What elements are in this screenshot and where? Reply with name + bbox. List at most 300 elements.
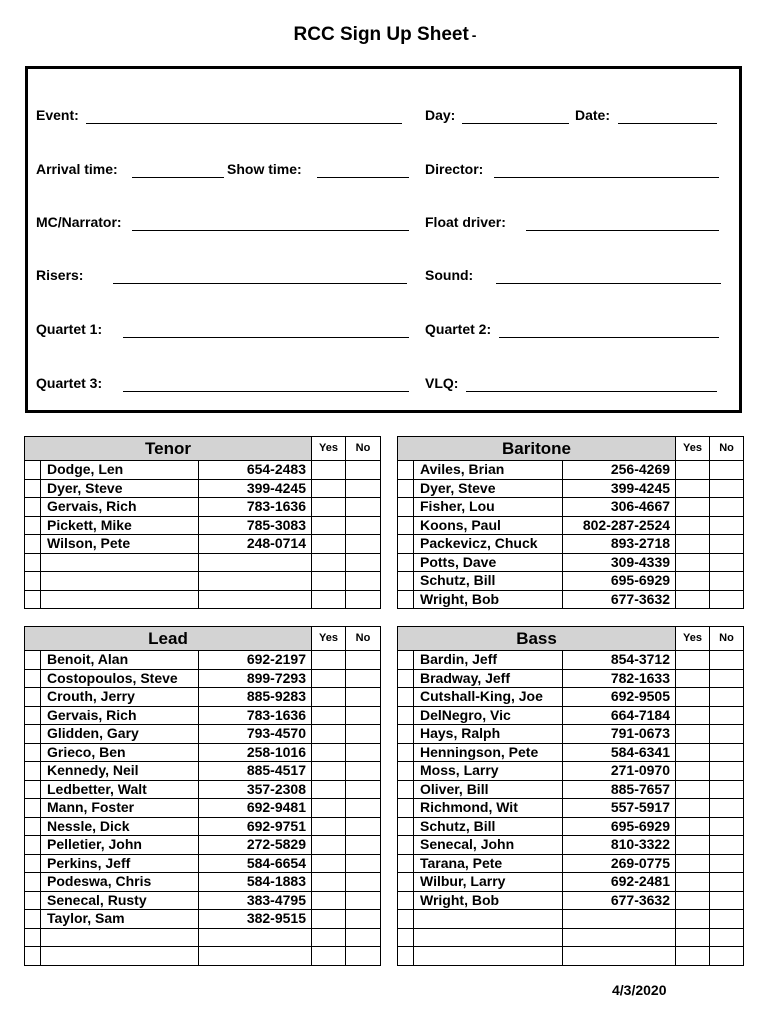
- row-marker-cell: [25, 854, 41, 873]
- member-name: Senecal, John: [414, 836, 563, 855]
- row-marker-cell: [25, 799, 41, 818]
- row-marker-cell: [25, 762, 41, 781]
- no-checkbox-cell[interactable]: [346, 590, 381, 609]
- no-checkbox-cell[interactable]: [710, 873, 744, 892]
- table-row: [25, 910, 381, 929]
- table-row: [25, 461, 381, 480]
- member-phone: 399-4245: [199, 479, 312, 498]
- event-details-form: [25, 66, 742, 413]
- no-checkbox-cell[interactable]: [710, 762, 744, 781]
- yes-checkbox-cell[interactable]: [676, 669, 710, 688]
- no-checkbox-cell[interactable]: [346, 891, 381, 910]
- no-checkbox-cell[interactable]: [710, 553, 744, 572]
- day-label: Day:: [425, 107, 456, 123]
- yes-checkbox-cell[interactable]: [312, 910, 346, 929]
- member-phone: 854-3712: [563, 651, 676, 670]
- member-phone: 785-3083: [199, 516, 312, 535]
- quartet-2-field[interactable]: [499, 337, 719, 338]
- no-checkbox-cell[interactable]: [346, 910, 381, 929]
- table-row: [398, 854, 744, 873]
- table-row: [398, 873, 744, 892]
- director-label: Director:: [425, 161, 484, 177]
- member-name: Dodge, Len: [41, 461, 199, 480]
- member-name: Hays, Ralph: [414, 725, 563, 744]
- no-checkbox-cell[interactable]: [346, 947, 381, 966]
- no-checkbox-cell[interactable]: [710, 780, 744, 799]
- member-name: Senecal, Rusty: [41, 891, 199, 910]
- member-phone: 782-1633: [563, 669, 676, 688]
- table-row: [25, 651, 381, 670]
- member-phone: [563, 910, 676, 929]
- row-marker-cell: [398, 688, 414, 707]
- no-checkbox-cell[interactable]: [346, 854, 381, 873]
- member-phone: [199, 590, 312, 609]
- member-phone: [199, 572, 312, 591]
- member-name: Henningson, Pete: [414, 743, 563, 762]
- member-phone: 256-4269: [563, 461, 676, 480]
- title-suffix: -: [471, 27, 477, 43]
- lead-header-row: [25, 627, 381, 651]
- no-checkbox-cell[interactable]: [346, 799, 381, 818]
- member-name: [414, 928, 563, 947]
- member-name: Gervais, Rich: [41, 498, 199, 517]
- no-column-header: No: [710, 437, 744, 461]
- row-marker-cell: [398, 553, 414, 572]
- no-checkbox-cell[interactable]: [710, 725, 744, 744]
- quartet-2-label: Quartet 2:: [425, 321, 492, 337]
- member-name: Perkins, Jeff: [41, 854, 199, 873]
- no-checkbox-cell[interactable]: [710, 669, 744, 688]
- table-row: [25, 516, 381, 535]
- row-marker-cell: [25, 535, 41, 554]
- member-name: Ledbetter, Walt: [41, 780, 199, 799]
- member-phone: 783-1636: [199, 498, 312, 517]
- yes-checkbox-cell[interactable]: [312, 535, 346, 554]
- member-name: Packevicz, Chuck: [414, 535, 563, 554]
- no-checkbox-cell[interactable]: [710, 651, 744, 670]
- yes-checkbox-cell[interactable]: [676, 706, 710, 725]
- row-marker-cell: [25, 928, 41, 947]
- member-phone: 802-287-2524: [563, 516, 676, 535]
- table-row: [25, 836, 381, 855]
- yes-checkbox-cell[interactable]: [676, 799, 710, 818]
- table-row: [25, 780, 381, 799]
- member-phone: [563, 928, 676, 947]
- member-name: [41, 928, 199, 947]
- no-checkbox-cell[interactable]: [346, 706, 381, 725]
- member-phone: 584-6341: [563, 743, 676, 762]
- yes-checkbox-cell[interactable]: [312, 854, 346, 873]
- table-row: [398, 461, 744, 480]
- member-name: Fisher, Lou: [414, 498, 563, 517]
- member-name: Wilson, Pete: [41, 535, 199, 554]
- no-checkbox-cell[interactable]: [710, 479, 744, 498]
- tenor-section-title: Tenor: [25, 437, 312, 461]
- yes-checkbox-cell[interactable]: [312, 817, 346, 836]
- yes-checkbox-cell[interactable]: [312, 947, 346, 966]
- yes-column-header: Yes: [312, 627, 346, 651]
- member-name: Benoit, Alan: [41, 651, 199, 670]
- row-marker-cell: [398, 461, 414, 480]
- no-checkbox-cell[interactable]: [710, 836, 744, 855]
- no-checkbox-cell[interactable]: [710, 891, 744, 910]
- row-marker-cell: [25, 836, 41, 855]
- row-marker-cell: [398, 706, 414, 725]
- table-row: [25, 817, 381, 836]
- yes-checkbox-cell[interactable]: [676, 461, 710, 480]
- no-checkbox-cell[interactable]: [346, 479, 381, 498]
- yes-checkbox-cell[interactable]: [312, 651, 346, 670]
- no-checkbox-cell[interactable]: [710, 854, 744, 873]
- yes-checkbox-cell[interactable]: [676, 516, 710, 535]
- bass-header-row: [398, 627, 744, 651]
- event-field[interactable]: [86, 123, 402, 124]
- table-row: [398, 553, 744, 572]
- table-row: [25, 743, 381, 762]
- member-phone: 306-4667: [563, 498, 676, 517]
- yes-checkbox-cell[interactable]: [312, 706, 346, 725]
- yes-checkbox-cell[interactable]: [676, 780, 710, 799]
- member-phone: 584-6654: [199, 854, 312, 873]
- no-checkbox-cell[interactable]: [346, 651, 381, 670]
- row-marker-cell: [398, 572, 414, 591]
- member-name: [41, 590, 199, 609]
- table-row: [25, 553, 381, 572]
- table-row: [398, 498, 744, 517]
- table-row: [25, 947, 381, 966]
- table-row: [398, 651, 744, 670]
- yes-checkbox-cell[interactable]: [312, 688, 346, 707]
- no-checkbox-cell[interactable]: [346, 688, 381, 707]
- tenor-table: [24, 436, 381, 609]
- quartet-1-field[interactable]: [123, 337, 409, 338]
- yes-checkbox-cell[interactable]: [676, 651, 710, 670]
- no-checkbox-cell[interactable]: [710, 590, 744, 609]
- yes-checkbox-cell[interactable]: [312, 836, 346, 855]
- yes-checkbox-cell[interactable]: [312, 572, 346, 591]
- row-marker-cell: [25, 479, 41, 498]
- table-row: [398, 836, 744, 855]
- member-phone: 272-5829: [199, 836, 312, 855]
- row-marker-cell: [398, 762, 414, 781]
- member-name: Schutz, Bill: [414, 572, 563, 591]
- yes-checkbox-cell[interactable]: [676, 743, 710, 762]
- yes-checkbox-cell[interactable]: [676, 553, 710, 572]
- yes-checkbox-cell[interactable]: [312, 762, 346, 781]
- risers-label: Risers:: [36, 267, 84, 283]
- yes-column-header: Yes: [676, 627, 710, 651]
- arrival-time-label: Arrival time:: [36, 161, 118, 177]
- show-time-field[interactable]: [317, 177, 409, 178]
- table-row: [398, 762, 744, 781]
- table-row: [398, 688, 744, 707]
- row-marker-cell: [25, 669, 41, 688]
- table-row: [398, 572, 744, 591]
- baritone-header-row: [398, 437, 744, 461]
- member-phone: 692-2481: [563, 873, 676, 892]
- table-row: [398, 780, 744, 799]
- member-name: Koons, Paul: [414, 516, 563, 535]
- no-checkbox-cell[interactable]: [710, 461, 744, 480]
- row-marker-cell: [25, 743, 41, 762]
- row-marker-cell: [398, 498, 414, 517]
- member-phone: 309-4339: [563, 553, 676, 572]
- member-name: Bradway, Jeff: [414, 669, 563, 688]
- table-row: [398, 706, 744, 725]
- member-phone: 810-3322: [563, 836, 676, 855]
- member-name: Costopoulos, Steve: [41, 669, 199, 688]
- row-marker-cell: [25, 873, 41, 892]
- member-name: Wilbur, Larry: [414, 873, 563, 892]
- no-checkbox-cell[interactable]: [346, 780, 381, 799]
- member-phone: 557-5917: [563, 799, 676, 818]
- row-marker-cell: [398, 651, 414, 670]
- member-name: Potts, Dave: [414, 553, 563, 572]
- table-row: [398, 928, 744, 947]
- no-checkbox-cell[interactable]: [346, 725, 381, 744]
- no-checkbox-cell[interactable]: [710, 688, 744, 707]
- member-phone: 783-1636: [199, 706, 312, 725]
- member-phone: 664-7184: [563, 706, 676, 725]
- yes-checkbox-cell[interactable]: [312, 590, 346, 609]
- yes-checkbox-cell[interactable]: [676, 836, 710, 855]
- yes-checkbox-cell[interactable]: [312, 725, 346, 744]
- member-phone: 692-2197: [199, 651, 312, 670]
- table-row: [398, 725, 744, 744]
- table-row: [398, 479, 744, 498]
- no-checkbox-cell[interactable]: [346, 817, 381, 836]
- yes-checkbox-cell[interactable]: [312, 928, 346, 947]
- member-phone: [199, 947, 312, 966]
- event-label: Event:: [36, 107, 79, 123]
- yes-checkbox-cell[interactable]: [312, 799, 346, 818]
- no-checkbox-cell[interactable]: [346, 516, 381, 535]
- yes-checkbox-cell[interactable]: [676, 498, 710, 517]
- member-name: [414, 910, 563, 929]
- member-phone: 258-1016: [199, 743, 312, 762]
- row-marker-cell: [398, 836, 414, 855]
- table-row: [398, 743, 744, 762]
- row-marker-cell: [25, 780, 41, 799]
- table-row: [25, 854, 381, 873]
- member-phone: 695-6929: [563, 572, 676, 591]
- no-checkbox-cell[interactable]: [346, 572, 381, 591]
- yes-checkbox-cell[interactable]: [676, 590, 710, 609]
- footer-date: 4/3/2020: [612, 982, 667, 998]
- yes-column-header: Yes: [312, 437, 346, 461]
- baritone-section-title: Baritone: [398, 437, 676, 461]
- no-checkbox-cell[interactable]: [710, 928, 744, 947]
- no-checkbox-cell[interactable]: [346, 762, 381, 781]
- table-row: [398, 590, 744, 609]
- no-checkbox-cell[interactable]: [710, 947, 744, 966]
- no-column-header: No: [346, 437, 381, 461]
- no-checkbox-cell[interactable]: [710, 516, 744, 535]
- quartet-3-field[interactable]: [123, 391, 409, 392]
- yes-checkbox-cell[interactable]: [312, 743, 346, 762]
- sound-label: Sound:: [425, 267, 474, 283]
- table-row: [25, 762, 381, 781]
- date-field[interactable]: [618, 123, 717, 124]
- member-name: [41, 572, 199, 591]
- no-checkbox-cell[interactable]: [346, 836, 381, 855]
- member-phone: 885-4517: [199, 762, 312, 781]
- show-time-label: Show time:: [227, 161, 302, 177]
- member-name: Richmond, Wit: [414, 799, 563, 818]
- member-name: Glidden, Gary: [41, 725, 199, 744]
- bass-section-title: Bass: [398, 627, 676, 651]
- yes-checkbox-cell[interactable]: [676, 873, 710, 892]
- row-marker-cell: [398, 535, 414, 554]
- sound-field[interactable]: [496, 283, 721, 284]
- no-checkbox-cell[interactable]: [346, 498, 381, 517]
- yes-checkbox-cell[interactable]: [312, 780, 346, 799]
- row-marker-cell: [25, 651, 41, 670]
- vlq-label: VLQ:: [425, 375, 459, 391]
- member-phone: 692-9505: [563, 688, 676, 707]
- no-checkbox-cell[interactable]: [710, 706, 744, 725]
- no-checkbox-cell[interactable]: [710, 799, 744, 818]
- member-name: Gervais, Rich: [41, 706, 199, 725]
- risers-field[interactable]: [113, 283, 407, 284]
- yes-checkbox-cell[interactable]: [676, 725, 710, 744]
- director-field[interactable]: [494, 177, 719, 178]
- no-checkbox-cell[interactable]: [346, 553, 381, 572]
- yes-checkbox-cell[interactable]: [676, 947, 710, 966]
- yes-checkbox-cell[interactable]: [676, 891, 710, 910]
- member-phone: 584-1883: [199, 873, 312, 892]
- yes-checkbox-cell[interactable]: [312, 498, 346, 517]
- no-checkbox-cell[interactable]: [346, 535, 381, 554]
- member-name: Oliver, Bill: [414, 780, 563, 799]
- row-marker-cell: [25, 891, 41, 910]
- member-name: Tarana, Pete: [414, 854, 563, 873]
- no-checkbox-cell[interactable]: [710, 498, 744, 517]
- no-checkbox-cell[interactable]: [710, 743, 744, 762]
- table-row: [398, 891, 744, 910]
- table-row: [25, 498, 381, 517]
- table-row: [25, 725, 381, 744]
- member-phone: 383-4795: [199, 891, 312, 910]
- member-phone: 248-0714: [199, 535, 312, 554]
- yes-checkbox-cell[interactable]: [312, 516, 346, 535]
- yes-checkbox-cell[interactable]: [676, 928, 710, 947]
- member-name: [41, 947, 199, 966]
- table-row: [25, 873, 381, 892]
- member-name: DelNegro, Vic: [414, 706, 563, 725]
- no-checkbox-cell[interactable]: [346, 928, 381, 947]
- yes-checkbox-cell[interactable]: [312, 461, 346, 480]
- no-checkbox-cell[interactable]: [346, 743, 381, 762]
- float-driver-label: Float driver:: [425, 214, 506, 230]
- no-checkbox-cell[interactable]: [710, 817, 744, 836]
- mc-narrator-label: MC/Narrator:: [36, 214, 122, 230]
- no-checkbox-cell[interactable]: [346, 669, 381, 688]
- row-marker-cell: [25, 553, 41, 572]
- no-checkbox-cell[interactable]: [346, 873, 381, 892]
- no-checkbox-cell[interactable]: [710, 535, 744, 554]
- no-checkbox-cell[interactable]: [710, 910, 744, 929]
- member-phone: 695-6929: [563, 817, 676, 836]
- yes-checkbox-cell[interactable]: [676, 688, 710, 707]
- row-marker-cell: [398, 799, 414, 818]
- table-row: [398, 516, 744, 535]
- lead-table: [24, 626, 381, 966]
- yes-checkbox-cell[interactable]: [676, 817, 710, 836]
- yes-checkbox-cell[interactable]: [312, 891, 346, 910]
- mc-narrator-field[interactable]: [132, 230, 409, 231]
- yes-checkbox-cell[interactable]: [312, 873, 346, 892]
- yes-column-header: Yes: [676, 437, 710, 461]
- member-phone: [563, 947, 676, 966]
- row-marker-cell: [25, 572, 41, 591]
- member-name: Aviles, Brian: [414, 461, 563, 480]
- member-phone: 677-3632: [563, 590, 676, 609]
- table-row: [25, 590, 381, 609]
- member-phone: 269-0775: [563, 854, 676, 873]
- row-marker-cell: [25, 461, 41, 480]
- table-row: [25, 572, 381, 591]
- member-name: Bardin, Jeff: [414, 651, 563, 670]
- member-phone: 791-0673: [563, 725, 676, 744]
- member-name: Dyer, Steve: [414, 479, 563, 498]
- member-phone: 271-0970: [563, 762, 676, 781]
- member-phone: [199, 928, 312, 947]
- yes-checkbox-cell[interactable]: [676, 854, 710, 873]
- yes-checkbox-cell[interactable]: [312, 479, 346, 498]
- member-name: [41, 553, 199, 572]
- vlq-field[interactable]: [466, 391, 717, 392]
- member-phone: 692-9751: [199, 817, 312, 836]
- member-name: Moss, Larry: [414, 762, 563, 781]
- member-phone: 885-7657: [563, 780, 676, 799]
- row-marker-cell: [25, 688, 41, 707]
- yes-checkbox-cell[interactable]: [676, 762, 710, 781]
- member-phone: 677-3632: [563, 891, 676, 910]
- table-row: [398, 910, 744, 929]
- row-marker-cell: [398, 590, 414, 609]
- yes-checkbox-cell[interactable]: [676, 479, 710, 498]
- float-driver-field[interactable]: [526, 230, 719, 231]
- day-field[interactable]: [462, 123, 569, 124]
- yes-checkbox-cell[interactable]: [312, 669, 346, 688]
- yes-checkbox-cell[interactable]: [676, 910, 710, 929]
- yes-checkbox-cell[interactable]: [676, 535, 710, 554]
- member-name: Dyer, Steve: [41, 479, 199, 498]
- table-row: [25, 688, 381, 707]
- row-marker-cell: [398, 910, 414, 929]
- member-phone: 893-2718: [563, 535, 676, 554]
- row-marker-cell: [25, 817, 41, 836]
- yes-checkbox-cell[interactable]: [676, 572, 710, 591]
- arrival-time-field[interactable]: [132, 177, 224, 178]
- member-name: Pickett, Mike: [41, 516, 199, 535]
- member-phone: [199, 553, 312, 572]
- yes-checkbox-cell[interactable]: [312, 553, 346, 572]
- member-name: Kennedy, Neil: [41, 762, 199, 781]
- member-phone: 357-2308: [199, 780, 312, 799]
- no-checkbox-cell[interactable]: [346, 461, 381, 480]
- member-phone: 692-9481: [199, 799, 312, 818]
- row-marker-cell: [398, 817, 414, 836]
- no-checkbox-cell[interactable]: [710, 572, 744, 591]
- table-row: [25, 479, 381, 498]
- row-marker-cell: [25, 498, 41, 517]
- row-marker-cell: [398, 854, 414, 873]
- row-marker-cell: [398, 479, 414, 498]
- bass-table: [397, 626, 744, 966]
- member-phone: 654-2483: [199, 461, 312, 480]
